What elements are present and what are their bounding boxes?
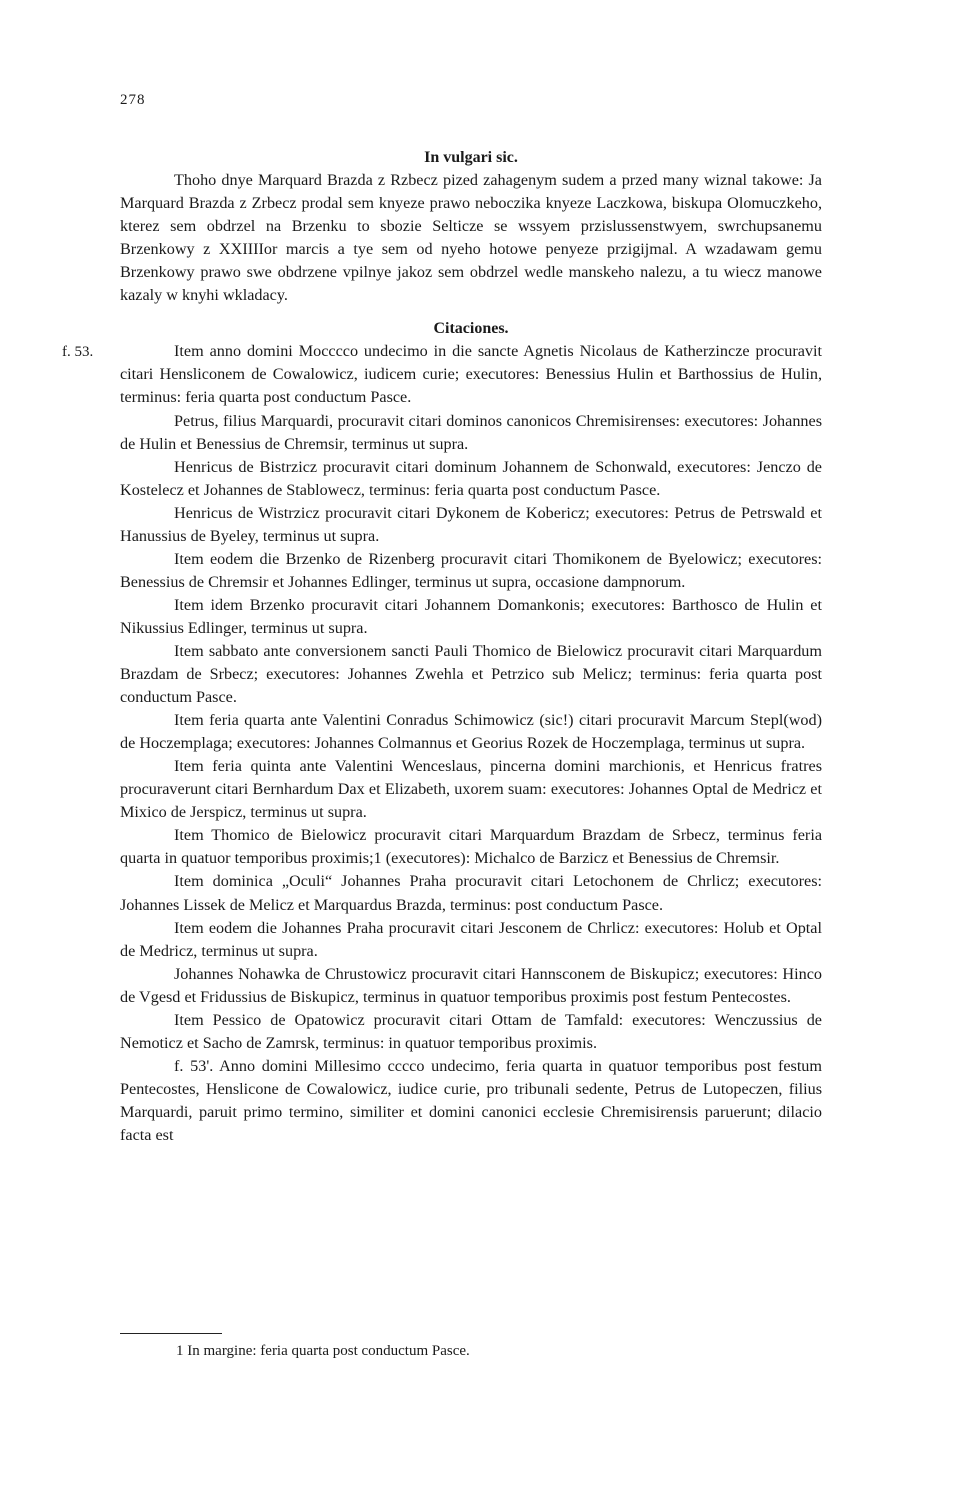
citation-paragraph: Item eodem die Brzenko de Rizenberg procuravit citari Thomikonem de Byelowicz; executores: Benessius de Chremsir et Johannes Edlinger, terminus ut supra, occasione dampnorum. bbox=[120, 549, 822, 591]
text-column bbox=[120, 146, 822, 1147]
citation-paragraph: Item anno domini Mocccco undecimo in die sancte Agnetis Nicolaus de Katherzincze procuravit citari Hensliconem de Cowalowicz, iudicem curie; executores: Benessius Hulin et Barthossius de Hulin, terminus: feria quarta post conductum Pasce. bbox=[120, 342, 822, 407]
paragraph-vulgari: Thoho dnye Marquard Brazda z Rzbecz pized zahagenym sudem a przed many wiznal takowe: Ja Marquard Brazda z Zrbecz prodal sem knyeze prawo neboczika knyeze Laczkowa, biskupa Olomuczkeho, kterez sem obdrzel na Brzenku to sbozie Selticze se wssyem przislussenstwyem, swrchupsanemu Brzenkowy z XXIIIIor marcis a tye sem od nyeho hotowe penyeze przigijmal. A wzadawam gemu Brzenkowy prawo swe obdrzene vpilnye jakoz sem obdrzel wedle manskeho nalezu, a tu wiecz manowe kazaly w knyhi wkladacy. bbox=[120, 171, 822, 305]
citation-paragraph: Henricus de Bistrzicz procuravit citari dominum Johannem de Schonwald, executores: Jenczo de Kostelecz et Johannes de Stablowecz, terminus: feria quarta post conductum Pasce. bbox=[120, 457, 822, 499]
citation-paragraph: Item eodem die Johannes Praha procuravit citari Jesconem de Chrlicz: executores: Holub et Optal de Medricz, terminus ut supra. bbox=[120, 918, 822, 960]
citation-paragraph: Petrus, filius Marquardi, procuravit citari dominos canonicos Chremisirenses: executores: Johannes de Hulin et Benessius de Chremsir, terminus ut supra. bbox=[120, 411, 822, 453]
footnote-divider bbox=[120, 1333, 222, 1334]
citation-paragraph: Item Thomico de Bielowicz procuravit citari Marquardum Brazdam de Srbecz, terminus feria quarta in quatuor temporibus proximis;1 (executores): Michalco de Barzicz et Benessius de Chremsir. bbox=[120, 826, 822, 868]
citation-paragraph: f. 53'. Anno domini Millesimo cccco undecimo, feria quarta in quatuor temporibus post festum Pentecostes, Henslicone de Cowalowicz, iudice curie, pro tribunali sedente, Petrus de Lutopeczen, filius Marquardi, paruit primo termino, similiter et domini canonici ecclesie Chremisirensis paruerunt; dilacio facta est bbox=[120, 1056, 822, 1144]
citation-paragraph: Henricus de Wistrzicz procuravit citari Dykonem de Kobericz; executores: Petrus de Petrswald et Hanussius de Byeley, terminus ut supra. bbox=[120, 503, 822, 545]
citation-paragraph: Item dominica „Oculi“ Johannes Praha procuravit citari Letochonem de Chrlicz; executores: Johannes Lissek de Melicz et Marquardus Brazda, terminus: post conductum Pasce. bbox=[120, 872, 822, 914]
citation-paragraph: Item sabbato ante conversionem sancti Pauli Thomico de Bielowicz procuravit citari Marquardum Brazdam de Srbecz; executores: Johannes Zwehla et Petrzico sub Melicz; terminus: feria quarta post conductum Pasce. bbox=[120, 641, 822, 707]
section-heading-citaciones: Citaciones. bbox=[433, 320, 509, 338]
page-number: 278 bbox=[120, 92, 146, 108]
section-heading-vulgari: In vulgari sic. bbox=[424, 149, 518, 166]
citation-paragraph: Item idem Brzenko procuravit citari Johannem Domankonis; executores: Barthosco de Hulin et Nikussius Edlinger, terminus ut supra. bbox=[120, 595, 822, 637]
margin-note: f. 53. bbox=[62, 344, 94, 360]
footnote: 1 In margine: feria quarta post conductum Pasce. bbox=[176, 1343, 470, 1359]
citation-paragraph: Item feria quinta ante Valentini Wenceslaus, pincerna domini marchionis, et Henricus fratres procuraverunt citari Bernhardum Dax et Elizabeth, uxorem suam: executores: Johannes Optal de Medricz et Mixico de Jerspicz, terminus ut supra. bbox=[120, 757, 822, 822]
citation-paragraph: Johannes Nohawka de Chrustowicz procuravit citari Hannsconem de Biskupicz; executores: Hinco de Vgesd et Fridussius de Biskupicz, terminus in quatuor temporibus proximis post festum Pentecostes. bbox=[120, 964, 822, 1006]
citation-paragraph: Item Pessico de Opatowicz procuravit citari Ottam de Tamfald: executores: Wenczussius de Nemoticz et Sacho de Zamrsk, terminus: in quatuor temporibus proximis. bbox=[120, 1010, 822, 1052]
citation-paragraph: Item feria quarta ante Valentini Conradus Schimowicz (sic!) citari procuravit Marcum Stepl(wod) de Hoczemplaga; executores: Johannes Colmannus et Georius Rozek de Hoczemplaga, terminus ut supra. bbox=[120, 711, 822, 753]
